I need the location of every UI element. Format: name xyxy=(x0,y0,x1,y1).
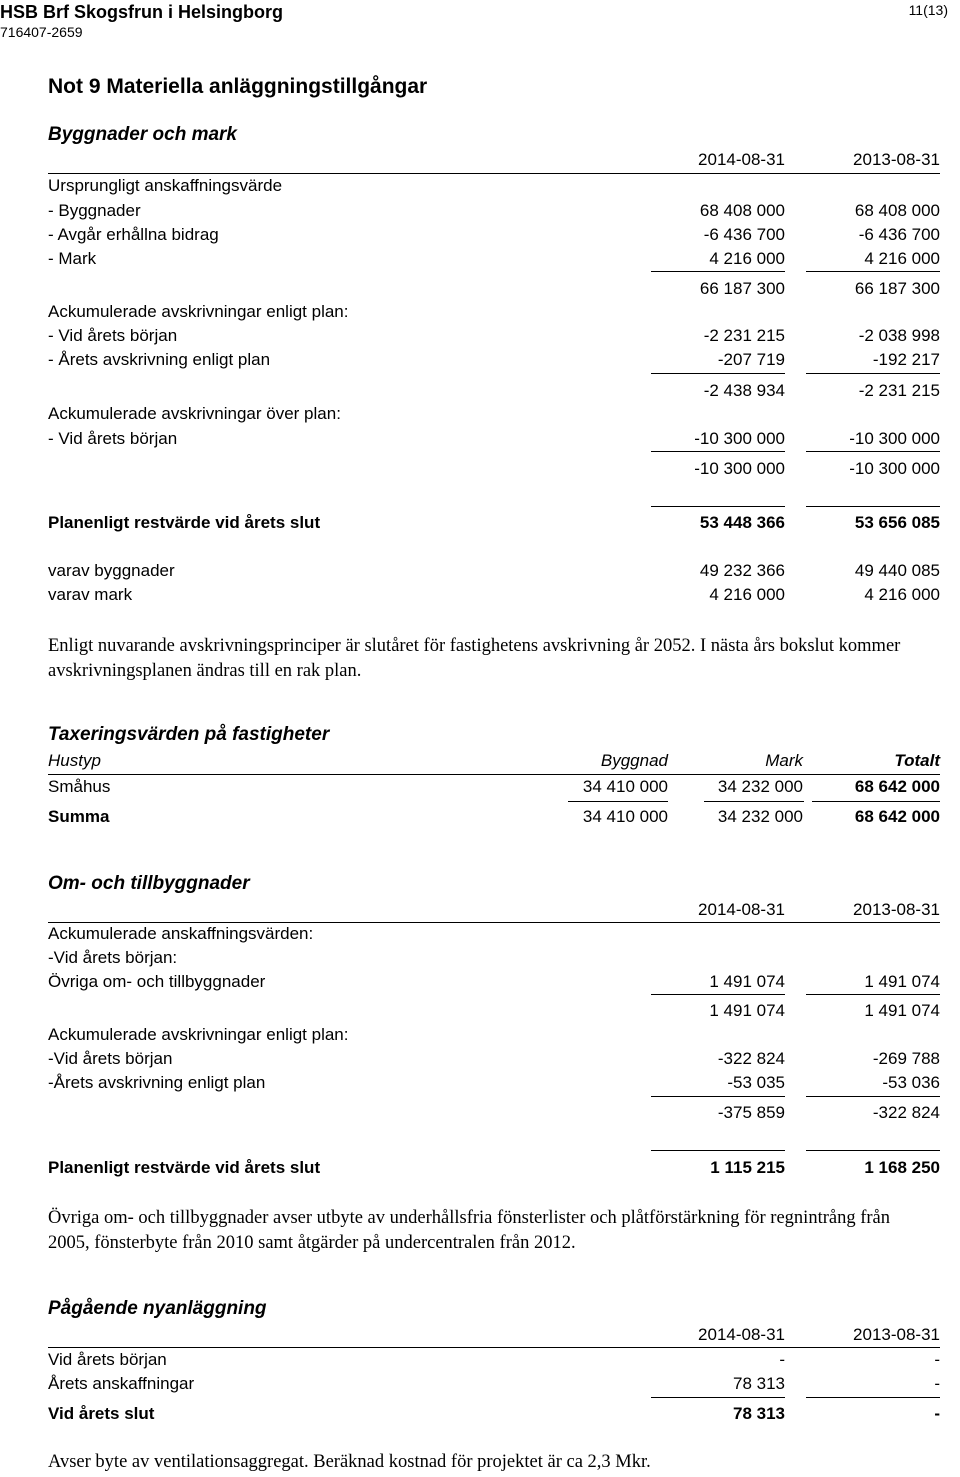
table-row xyxy=(48,1072,940,1094)
value-2014: 78 313 xyxy=(733,1404,785,1423)
row-label: Ackumulerade avskrivningar enligt plan: xyxy=(48,302,349,321)
value-2014: -207 719 xyxy=(717,350,785,369)
value-2014: -2 438 934 xyxy=(703,381,785,400)
value-2013: 53 656 085 xyxy=(854,513,940,532)
total-row xyxy=(48,806,940,828)
note-paragraph: Övriga om- och tillbyggnader avser utbyte av underhållsfria fönsterlister och plåtförstärkning för regnintrång från 2005, fönsterbyte från 2010 samt åtgärder på undercentralen från 2012. xyxy=(48,1208,890,1253)
value-2014: -10 300 000 xyxy=(694,429,785,448)
total-line xyxy=(651,1150,785,1151)
table-row xyxy=(48,428,940,450)
table-row xyxy=(48,200,940,222)
header-divider xyxy=(48,1347,940,1348)
sum-line xyxy=(806,1397,940,1398)
value-2014: 53 448 366 xyxy=(699,513,785,532)
value-2013: - xyxy=(934,1374,940,1393)
section-title-taxeringsvarden: Taxeringsvärden på fastigheter xyxy=(48,724,330,745)
value-2013: 49 440 085 xyxy=(854,561,940,580)
note-paragraph: Avser byte av ventilationsaggregat. Beräknad kostnad för projektet är ca 2,3 Mkr. xyxy=(48,1452,651,1472)
value-2013: 1 491 074 xyxy=(864,972,940,991)
column-header-2014: 2014-08-31 xyxy=(698,1325,785,1344)
value-mark: 34 232 000 xyxy=(717,777,803,796)
section-title-om-och-tillbyggnader: Om- och tillbyggnader xyxy=(48,873,250,894)
column-header-2013: 2013-08-31 xyxy=(853,150,940,169)
column-header-byggnad: Byggnad xyxy=(600,751,668,770)
value-byggnad: 34 410 000 xyxy=(582,777,668,796)
column-header-row xyxy=(48,899,940,921)
table-row xyxy=(48,1349,940,1371)
value-2013: -2 038 998 xyxy=(858,326,940,345)
table-row xyxy=(48,175,940,197)
value-2013: -192 217 xyxy=(872,350,940,369)
value-2013: 1 491 074 xyxy=(864,1001,940,1020)
value-2013: -10 300 000 xyxy=(849,429,940,448)
organization-number: 716407-2659 xyxy=(0,24,83,40)
sum-line xyxy=(806,373,940,374)
value-2013: 66 187 300 xyxy=(854,279,940,298)
column-header-hustyp: Hustyp xyxy=(48,751,101,770)
row-label: - Mark xyxy=(48,249,97,268)
column-header-2013: 2013-08-31 xyxy=(853,900,940,919)
table-row xyxy=(48,923,940,945)
column-header-2013: 2013-08-31 xyxy=(853,1325,940,1344)
value-2014: -53 035 xyxy=(727,1073,785,1092)
row-label: Årets anskaffningar xyxy=(48,1374,195,1393)
table-row xyxy=(48,248,940,270)
row-label: Småhus xyxy=(48,777,111,796)
sum-line xyxy=(651,994,785,995)
value-2014: -10 300 000 xyxy=(694,459,785,478)
value-2013: -322 824 xyxy=(872,1103,940,1122)
sum-line xyxy=(806,271,940,272)
value-2013: -269 788 xyxy=(872,1049,940,1068)
value-mark: 34 232 000 xyxy=(717,807,803,826)
column-header-2014: 2014-08-31 xyxy=(698,150,785,169)
column-header-row xyxy=(48,149,940,171)
table-row xyxy=(48,584,940,606)
row-label: - Årets avskrivning enligt plan xyxy=(48,350,271,369)
table-row xyxy=(48,224,940,246)
sum-line xyxy=(806,1096,940,1097)
value-2014: -375 859 xyxy=(717,1103,785,1122)
sum-line xyxy=(651,451,785,452)
sum-line xyxy=(651,1397,785,1398)
value-2013: -53 036 xyxy=(882,1073,940,1092)
value-2014: -6 436 700 xyxy=(703,225,785,244)
value-2014: 1 491 074 xyxy=(709,972,785,991)
subtotal-row xyxy=(48,458,940,480)
table-row xyxy=(48,947,940,969)
row-label: varav mark xyxy=(48,585,133,604)
page-number: 11(13) xyxy=(908,2,948,18)
row-label: Ursprungligt anskaffningsvärde xyxy=(48,176,283,195)
row-label: Summa xyxy=(48,807,110,826)
value-2013: -6 436 700 xyxy=(858,225,940,244)
value-2013: - xyxy=(934,1404,940,1423)
table-row xyxy=(48,301,940,323)
sum-line xyxy=(651,271,785,272)
row-label: Planenligt restvärde vid årets slut xyxy=(48,513,321,532)
row-label: Ackumulerade avskrivningar enligt plan: xyxy=(48,1025,349,1044)
header-divider xyxy=(48,173,940,174)
value-2014: 68 408 000 xyxy=(699,201,785,220)
total-row xyxy=(48,1403,940,1425)
sum-line xyxy=(812,801,940,802)
column-header-row xyxy=(48,750,940,772)
value-byggnad: 34 410 000 xyxy=(582,807,668,826)
total-line xyxy=(651,506,785,507)
value-totalt: 68 642 000 xyxy=(854,807,940,826)
value-2014: -2 231 215 xyxy=(703,326,785,345)
sum-line xyxy=(651,1096,785,1097)
row-label: - Vid årets början xyxy=(48,326,178,345)
value-2013: - xyxy=(934,1350,940,1369)
subtotal-row xyxy=(48,380,940,402)
row-label: Ackumulerade anskaffningsvärden: xyxy=(48,924,314,943)
row-label: varav byggnader xyxy=(48,561,175,580)
total-row xyxy=(48,1157,940,1179)
total-row xyxy=(48,512,940,534)
total-line xyxy=(806,506,940,507)
value-2014: 66 187 300 xyxy=(699,279,785,298)
table-row xyxy=(48,325,940,347)
table-row xyxy=(48,349,940,371)
row-label: - Byggnader xyxy=(48,201,141,220)
column-header-totalt: Totalt xyxy=(894,751,940,770)
sum-line xyxy=(651,373,785,374)
value-totalt: 68 642 000 xyxy=(854,777,940,796)
table-row xyxy=(48,971,940,993)
section-title-pagaende-nyanlaggning: Pågående nyanläggning xyxy=(48,1298,267,1319)
row-label: -Årets avskrivning enligt plan xyxy=(48,1073,266,1092)
row-label: - Avgår erhållna bidrag xyxy=(48,225,219,244)
total-line xyxy=(806,1150,940,1151)
value-2013: -2 231 215 xyxy=(858,381,940,400)
section-title-byggnader-och-mark: Byggnader och mark xyxy=(48,124,237,145)
header-divider xyxy=(48,774,940,775)
value-2014: 78 313 xyxy=(733,1374,785,1393)
subtotal-row xyxy=(48,1000,940,1022)
value-2013: 68 408 000 xyxy=(854,201,940,220)
value-2014: 4 216 000 xyxy=(709,585,785,604)
value-2013: -10 300 000 xyxy=(849,459,940,478)
value-2014: 49 232 366 xyxy=(699,561,785,580)
row-label: Ackumulerade avskrivningar över plan: xyxy=(48,404,341,423)
note-title: Not 9 Materiella anläggningstillgångar xyxy=(48,75,428,98)
value-2014: 4 216 000 xyxy=(709,249,785,268)
subtotal-row xyxy=(48,1102,940,1124)
value-2014: 1 491 074 xyxy=(709,1001,785,1020)
sum-line xyxy=(704,801,804,802)
row-label: -Vid årets början: xyxy=(48,948,178,967)
table-row xyxy=(48,560,940,582)
organization-name: HSB Brf Skogsfrun i Helsingborg xyxy=(0,2,284,22)
value-2013: 4 216 000 xyxy=(864,249,940,268)
note-paragraph: Enligt nuvarande avskrivningsprinciper är slutåret för fastighetens avskrivning år 2052. I nästa års bokslut kommer avskrivningsplanen ändras till en rak plan. xyxy=(48,636,901,681)
table-row xyxy=(48,1024,940,1046)
value-2013: 4 216 000 xyxy=(864,585,940,604)
value-2013: 1 168 250 xyxy=(864,1158,940,1177)
row-label: Planenligt restvärde vid årets slut xyxy=(48,1158,321,1177)
row-label: - Vid årets början xyxy=(48,429,178,448)
value-2014: -322 824 xyxy=(717,1049,785,1068)
sum-line xyxy=(568,801,668,802)
row-label: -Vid årets början xyxy=(48,1049,173,1068)
row-label: Vid årets början xyxy=(48,1350,167,1369)
table-row xyxy=(48,1048,940,1070)
row-label: Övriga om- och tillbyggnader xyxy=(48,972,266,991)
table-row xyxy=(48,776,940,798)
table-row xyxy=(48,403,940,425)
table-row xyxy=(48,1373,940,1395)
column-header-mark: Mark xyxy=(765,751,803,770)
value-2014: 1 115 215 xyxy=(710,1158,785,1177)
value-2014: - xyxy=(779,1350,785,1369)
column-header-row xyxy=(48,1324,940,1346)
column-header-2014: 2014-08-31 xyxy=(698,900,785,919)
sum-line xyxy=(806,994,940,995)
row-label: Vid årets slut xyxy=(48,1404,155,1423)
sum-line xyxy=(806,451,940,452)
subtotal-row xyxy=(48,278,940,300)
